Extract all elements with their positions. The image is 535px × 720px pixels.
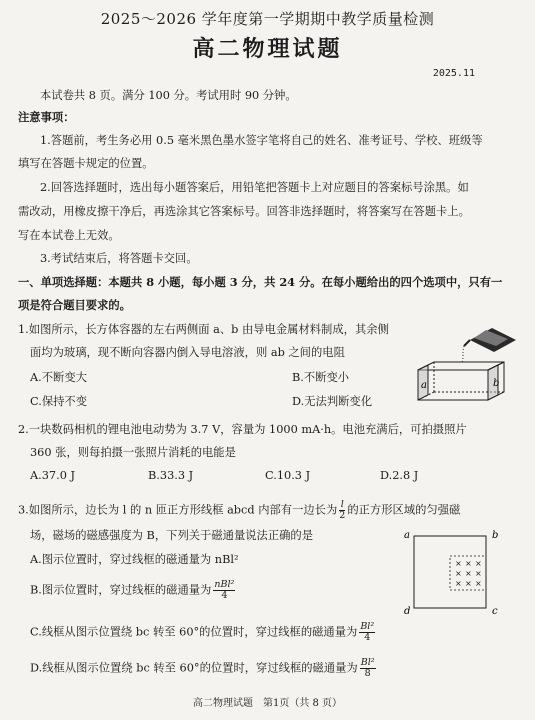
notice-item-1-line-1: 1.答题前，考生务必用 0.5 毫米黑色墨水签字笔将自己的姓名、准考证号、学校、班级等: [40, 134, 483, 147]
q2-stem-line-1: 2.一块数码相机的锂电池电动势为 3.7 V，容量为 1000 mA·h。电池充满后，可拍摄照片: [18, 423, 467, 436]
container-figure: [410, 318, 522, 410]
q1-stem-line-1: 1.如图所示，长方体容器的左右两侧面 a、b 由导电金属材料制成，其余侧: [18, 323, 389, 336]
q2-option-c: C.10.3 J: [265, 469, 311, 482]
notice-item-1-line-2: 填写在答题卡规定的位置。: [18, 157, 154, 170]
q1-option-c: C.保持不变: [30, 395, 88, 408]
svg-text:×: ×: [475, 579, 482, 588]
notice-item-3: 3.考试结束后，将答题卡交回。: [40, 252, 198, 265]
field-cross-marks: [455, 559, 482, 588]
svg-text:×: ×: [465, 569, 472, 578]
q3-option-c: C.线框从图示位置绕 bc 转至 60°的位置时，穿过线框的磁通量为 $\frac{\text{Bl²}}{4}$: [30, 621, 375, 643]
notice-item-2-line-1: 2.回答选择题时，选出每小题答案后，用铅笔把答题卡上对应题目的答案标号涂黑。如: [40, 181, 469, 194]
svg-text:×: ×: [465, 559, 472, 568]
page-footer: 高二物理试题 第1页（共 8 页）: [192, 698, 343, 709]
section-1-heading-line-2: 项是符合题目要求的。: [18, 298, 131, 312]
svg-text:×: ×: [475, 569, 482, 578]
coil-figure: [398, 526, 510, 618]
q3-stem-line-2: 场，磁场的磁感强度为 B，下列关于磁通量说法正确的是: [30, 529, 314, 542]
q3-option-d: D.线框从图示位置绕 bc 转至 60°的位置时，穿过线框的磁通量为 $\frac{\text{Bl²}}{8}$: [30, 657, 375, 679]
q1-option-a: A.不断变大: [30, 371, 87, 384]
q1-stem-line-2: 面均为玻璃，现不断向容器内倒入导电溶液，则 ab 之间的电阻: [30, 346, 345, 359]
q2-option-d: D.2.8 J: [380, 469, 419, 482]
svg-text:×: ×: [465, 579, 472, 588]
corner-label-d: d: [404, 606, 411, 617]
q2-option-a: A.37.0 J: [30, 469, 76, 482]
notice-item-2-line-3: 写在本试卷上无效。: [18, 229, 120, 242]
corner-label-c: c: [492, 606, 498, 617]
corner-label-a: a: [404, 530, 410, 541]
corner-label-b: b: [492, 530, 499, 541]
q1-label-a: a: [421, 380, 427, 391]
q2-stem-line-2: 360 张，则每拍摄一张照片消耗的电能是: [30, 446, 236, 459]
svg-text:×: ×: [455, 559, 462, 568]
svg-text:×: ×: [455, 569, 462, 578]
intro-text: 本试卷共 8 页。满分 100 分。考试用时 90 分钟。: [40, 89, 297, 102]
q3-stem-line-1: 3.如图所示，边长为 l 的 n 匝正方形线框 abcd 内部有一边长为 $\frac{l}{2}$ 的正方形区域的匀强磁: [18, 499, 461, 521]
svg-text:×: ×: [455, 579, 462, 588]
q1-option-d: D.无法判断变化: [292, 395, 373, 408]
subject-title: 高二物理试题: [192, 36, 343, 62]
section-1-heading-line-1: 一、单项选择题：本题共 8 小题，每小题 3 分，共 24 分。在每小题给出的四个选项中，只有一: [18, 275, 503, 289]
q3-option-b: B.图示位置时，穿过线框的磁通量为 $\frac{\text{nBl²}}{4}$: [30, 579, 235, 601]
exam-date: 2025.11: [432, 68, 475, 79]
svg-text:×: ×: [475, 559, 482, 568]
pouring-bottle-icon: [462, 328, 516, 362]
q1-label-b: b: [493, 378, 500, 389]
exam-title: 2025～2026 学年度第一学期期中教学质量检测: [100, 10, 435, 28]
q1-option-b: B.不断变小: [292, 371, 350, 384]
notice-item-2-line-2: 需改动，用橡皮擦干净后，再选涂其它答案标号。回答非选择题时，将答案写在答题卡上。: [18, 205, 470, 218]
rectangular-container: [418, 362, 504, 400]
notice-title: 注意事项：: [18, 110, 75, 124]
q2-option-b: B.33.3 J: [148, 469, 194, 482]
q3-option-a: A.图示位置时，穿过线框的磁通量为 nBl²: [30, 553, 239, 566]
q3-fraction-half-l: $\frac{l}{2}$: [339, 499, 346, 521]
